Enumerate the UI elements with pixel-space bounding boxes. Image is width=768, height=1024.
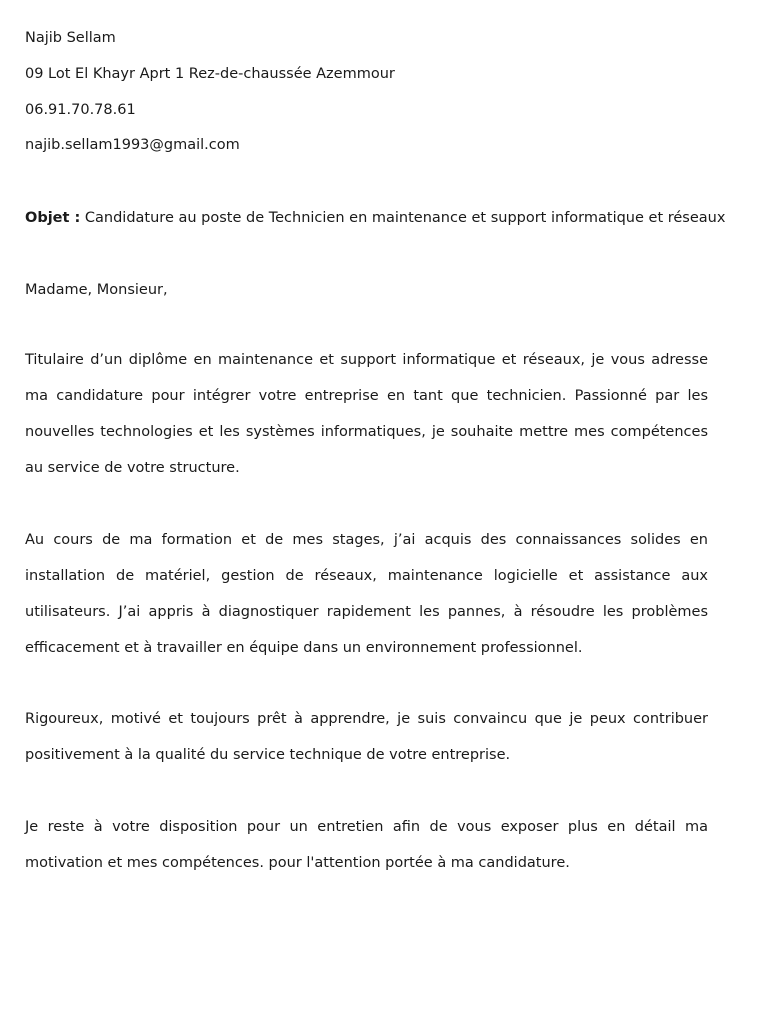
greeting: Madame, Monsieur, xyxy=(25,282,168,298)
subject-label: Objet : xyxy=(25,210,81,226)
subject-line xyxy=(25,208,726,228)
sender-name: Najib Sellam xyxy=(25,30,116,46)
sender-address: 09 Lot El Khayr Aprt 1 Rez-de-chaussée Azemmour xyxy=(25,66,395,82)
paragraph-closing: Je reste à votre disposition pour un entretien afin de vous exposer plus en détail ma motivation et mes compétences. pour l'attention portée à ma candidature. xyxy=(25,819,708,871)
paragraph-qualities: Rigoureux, motivé et toujours prêt à apprendre, je suis convaincu que je peux contribuer positivement à la qualité du service technique de votre entreprise. xyxy=(25,711,708,763)
subject-text: Candidature au poste de Technicien en maintenance et support informatique et réseaux xyxy=(84,210,726,226)
sender-phone: 06.91.70.78.61 xyxy=(25,102,136,118)
paragraph-intro: Titulaire d’un diplôme en maintenance et support informatique et réseaux, je vous adresse ma candidature pour intégrer votre entreprise en tant que technicien. Passionné par les nouvelles technologies et les systèmes informatiques, je souhaite mettre mes compétences au service de votre structure. xyxy=(25,352,708,476)
paragraph-experience: Au cours de ma formation et de mes stages, j’ai acquis des connaissances solides en installation de matériel, gestion de réseaux, maintenance logicielle et assistance aux utilisateurs. J’ai appris à diagnostiquer rapidement les pannes, à résoudre les problèmes efficacement et à travailler en équipe dans un environnement professionnel. xyxy=(25,532,708,656)
sender-email: najib.sellam1993@gmail.com xyxy=(25,137,240,153)
